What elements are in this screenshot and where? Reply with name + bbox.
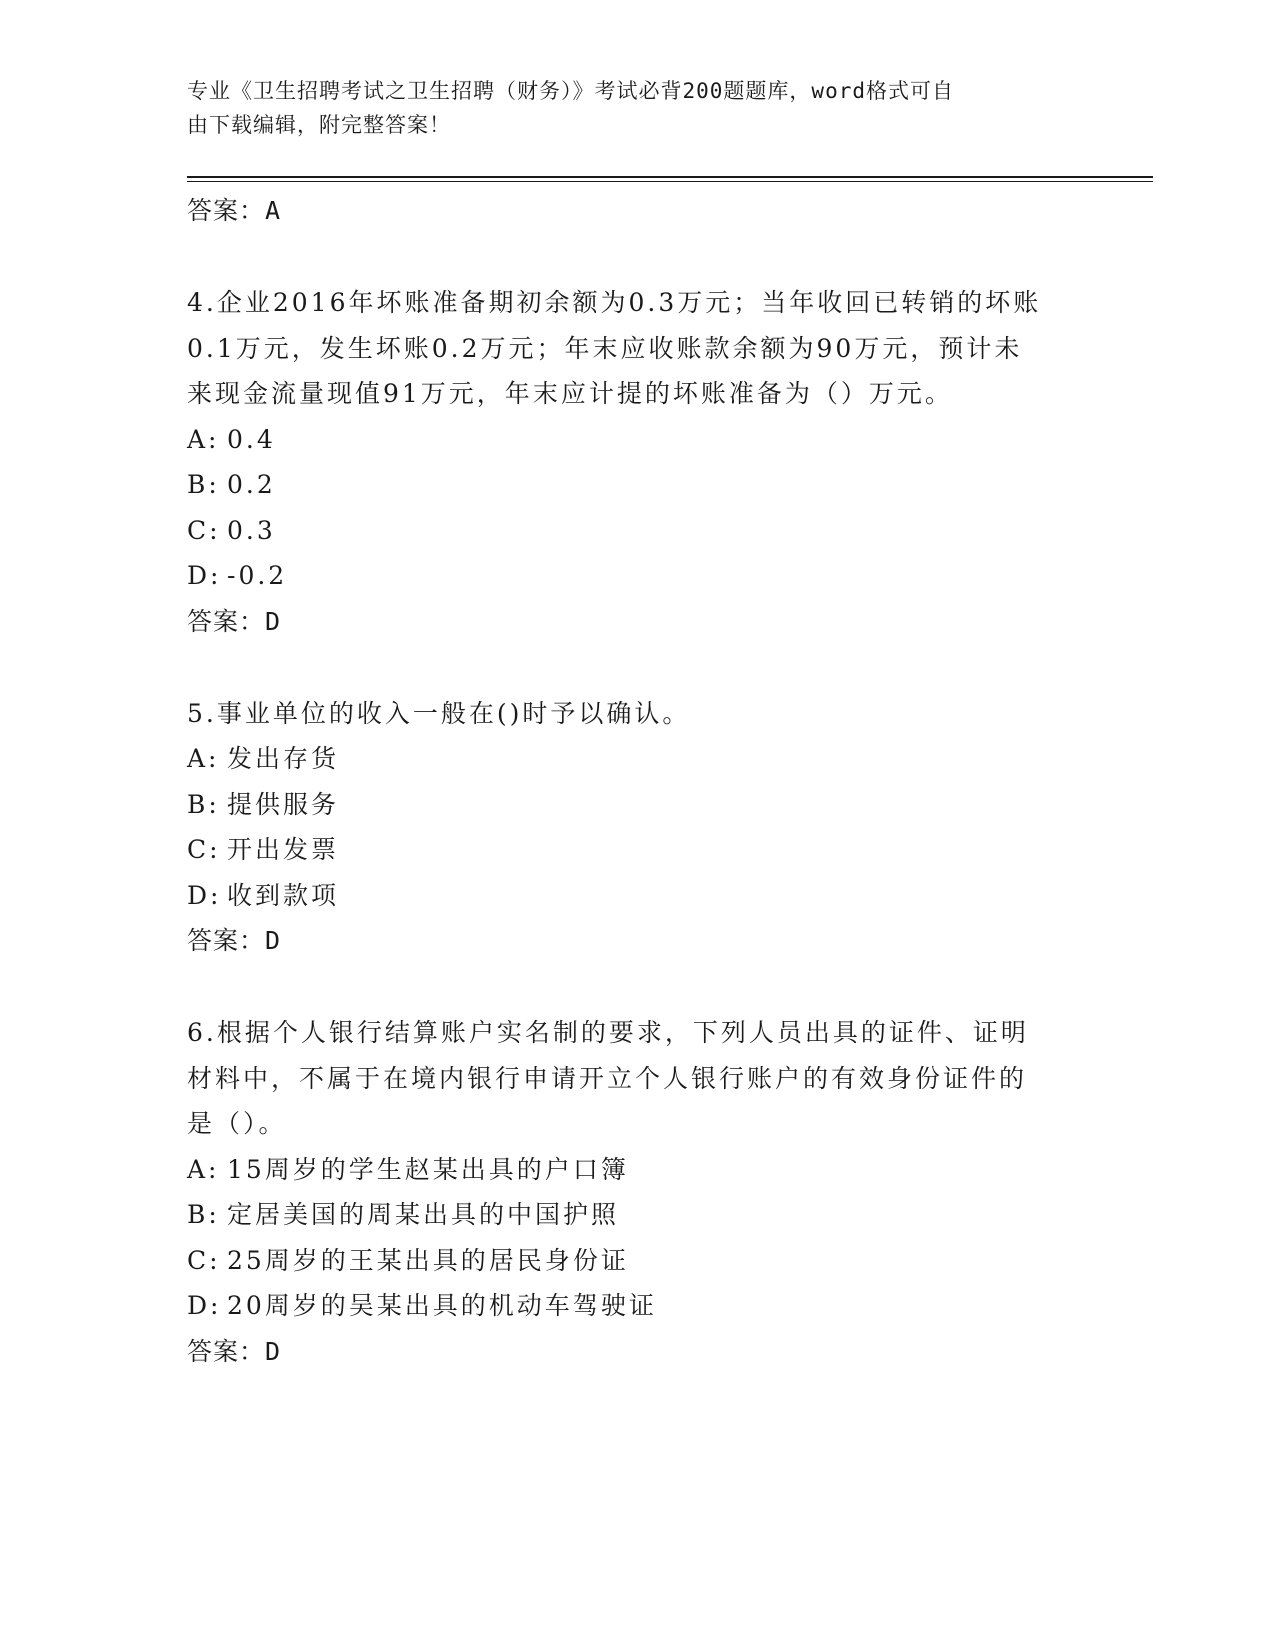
- question-block-6: [187, 1010, 1087, 1375]
- header-line-2: 由下载编辑，附完整答案！: [187, 113, 451, 137]
- question-line: 4.企业2016年坏账准备期初余额为0.3万元；当年收回已转销的坏账: [187, 288, 1042, 317]
- option-text: 20周岁的吴某出具的机动车驾驶证: [227, 1291, 657, 1320]
- option-c: [187, 827, 1087, 873]
- option-a: [187, 417, 1087, 463]
- option-text: 提供服务: [227, 789, 340, 819]
- page-header: [187, 74, 1067, 142]
- option-text: 开出发票: [227, 835, 340, 864]
- option-key: C:: [187, 835, 221, 864]
- option-b: [187, 782, 1087, 828]
- option-key: A:: [187, 744, 220, 773]
- option-b: [187, 462, 1087, 508]
- option-b: [187, 1192, 1087, 1238]
- option-c: [187, 508, 1087, 554]
- header-line-1: 专业《卫生招聘考试之卫生招聘（财务）》考试必背200题题库，word格式可自: [187, 79, 954, 103]
- answer-line: 答案：D: [187, 606, 282, 636]
- option-text: 0.4: [227, 424, 276, 454]
- spacer: [187, 234, 1087, 280]
- option-key: C:: [187, 1245, 221, 1275]
- option-text: 15周岁的学生赵某出具的户口簿: [227, 1154, 629, 1184]
- option-text: 收到款项: [227, 880, 340, 910]
- option-key: B:: [187, 470, 220, 499]
- option-key: A:: [187, 1154, 220, 1184]
- option-text: 0.2: [227, 470, 276, 499]
- option-key: A:: [187, 424, 220, 454]
- question-line: 来现金流量现值91万元，年末应计提的坏账准备为（）万元。: [187, 379, 953, 408]
- question-line: 0.1万元，发生坏账0.2万元；年末应收账款余额为90万元，预计未: [187, 333, 1023, 363]
- option-text: 0.3: [227, 515, 276, 545]
- option-key: D:: [187, 561, 222, 590]
- option-d: [187, 1283, 1087, 1329]
- option-key: C:: [187, 515, 221, 545]
- previous-answer: 答案：A: [187, 196, 282, 225]
- question-line: 是（）。: [187, 1109, 287, 1138]
- header-divider-thin: [187, 181, 1153, 182]
- option-a: [187, 1147, 1087, 1193]
- answer-line: 答案：D: [187, 926, 282, 955]
- question-line: 6.根据个人银行结算账户实名制的要求，下列人员出具的证件、证明: [187, 1018, 1029, 1047]
- option-text: 定居美国的周某出具的中国护照: [227, 1200, 620, 1229]
- question-text: [187, 1010, 1087, 1147]
- option-text: 发出存货: [227, 744, 340, 773]
- document-body: [187, 188, 1087, 1375]
- option-text: -0.2: [227, 561, 288, 590]
- option-d: [187, 553, 1087, 599]
- option-a: [187, 736, 1087, 782]
- option-key: B:: [187, 789, 220, 819]
- option-d: [187, 873, 1087, 919]
- option-key: D:: [187, 1291, 222, 1320]
- answer-line: 答案：D: [187, 1336, 282, 1366]
- question-block-4: [187, 280, 1087, 645]
- option-key: D:: [187, 880, 222, 910]
- question-block-5: [187, 691, 1087, 965]
- option-key: B:: [187, 1200, 220, 1229]
- header-divider-thick: [187, 176, 1153, 178]
- spacer: [187, 964, 1087, 1010]
- question-line: 材料中，不属于在境内银行申请开立个人银行账户的有效身份证件的: [187, 1063, 1028, 1093]
- question-line: 5.事业单位的收入一般在()时予以确认。: [187, 698, 691, 728]
- option-c: [187, 1238, 1087, 1284]
- spacer: [187, 645, 1087, 691]
- question-text: [187, 691, 1087, 737]
- option-text: 25周岁的王某出具的居民身份证: [227, 1245, 629, 1275]
- question-text: [187, 280, 1087, 417]
